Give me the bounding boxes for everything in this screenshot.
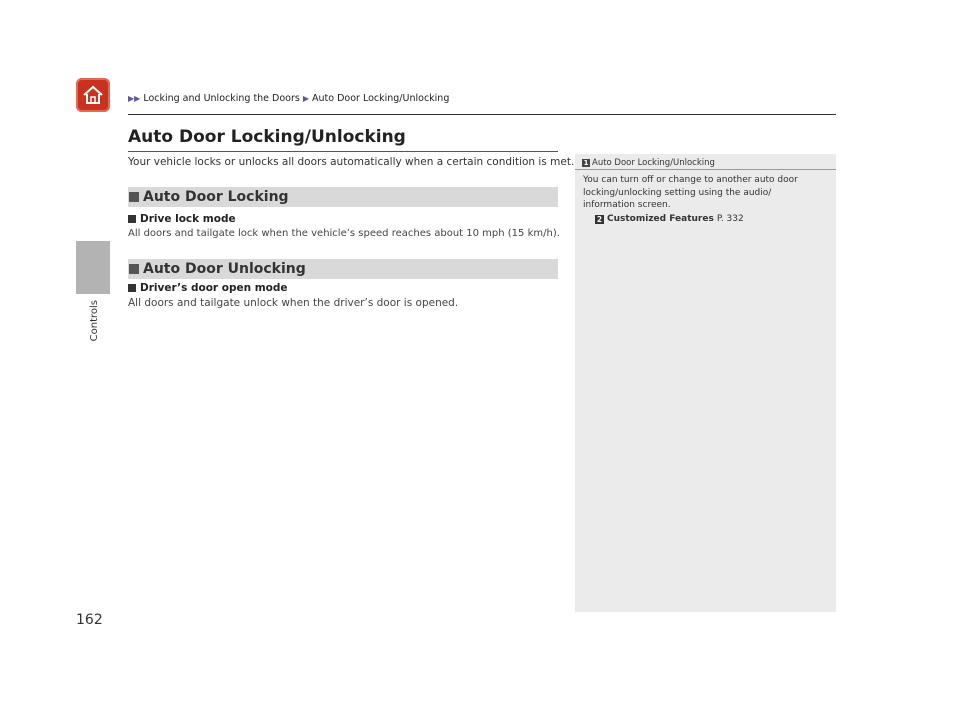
home-icon bbox=[81, 83, 105, 107]
home-button[interactable] bbox=[76, 78, 110, 112]
breadcrumb-item[interactable]: Locking and Unlocking the Doors bbox=[143, 93, 300, 104]
note-divider bbox=[575, 169, 836, 170]
note-title bbox=[582, 158, 715, 168]
section-heading-auto-unlocking bbox=[128, 259, 558, 279]
reference-label[interactable]: Customized Features bbox=[607, 214, 714, 224]
square-bullet-icon bbox=[129, 264, 139, 274]
chapter-tab-label: Controls bbox=[89, 300, 100, 342]
reference-page[interactable]: P. 332 bbox=[716, 214, 744, 224]
page-title: Auto Door Locking/Unlocking bbox=[128, 127, 558, 152]
square-bullet-icon bbox=[129, 192, 139, 202]
page-number: 162 bbox=[76, 612, 103, 628]
section-heading-label: Auto Door Unlocking bbox=[143, 261, 306, 277]
header-divider bbox=[128, 114, 836, 115]
intro-text: Your vehicle locks or unlocks all doors automatically when a certain condition is met. bbox=[128, 156, 575, 168]
subheading-label: Drive lock mode bbox=[140, 213, 236, 225]
breadcrumb-arrow-icon: ▶ bbox=[302, 94, 310, 103]
subheading-label: Driver’s door open mode bbox=[140, 282, 288, 294]
breadcrumb-item[interactable]: Auto Door Locking/Unlocking bbox=[312, 93, 450, 104]
breadcrumb-arrow-icon: ▶▶ bbox=[128, 94, 141, 103]
note-text: You can turn off or change to another auto door locking/unlocking setting using the audio/ information screen. bbox=[583, 175, 798, 210]
section-body-text: All doors and tailgate unlock when the driver’s door is opened. bbox=[128, 297, 459, 309]
reference-arrow-icon: 2 bbox=[596, 214, 603, 224]
square-bullet-icon bbox=[128, 215, 136, 223]
subheading-drive-lock bbox=[128, 213, 236, 225]
section-body-text: All doors and tailgate lock when the vehicle’s speed reaches about 10 mph (15 km/h). bbox=[128, 228, 560, 239]
chapter-tab[interactable] bbox=[76, 241, 110, 294]
note-marker-icon: 1 bbox=[583, 159, 589, 167]
breadcrumb bbox=[128, 93, 449, 104]
square-bullet-icon bbox=[128, 284, 136, 292]
note-title-label: Auto Door Locking/Unlocking bbox=[592, 158, 715, 168]
cross-reference-link[interactable] bbox=[595, 214, 744, 224]
section-heading-label: Auto Door Locking bbox=[143, 189, 289, 205]
section-heading-auto-locking bbox=[128, 187, 558, 207]
subheading-driver-door-open bbox=[128, 282, 288, 294]
